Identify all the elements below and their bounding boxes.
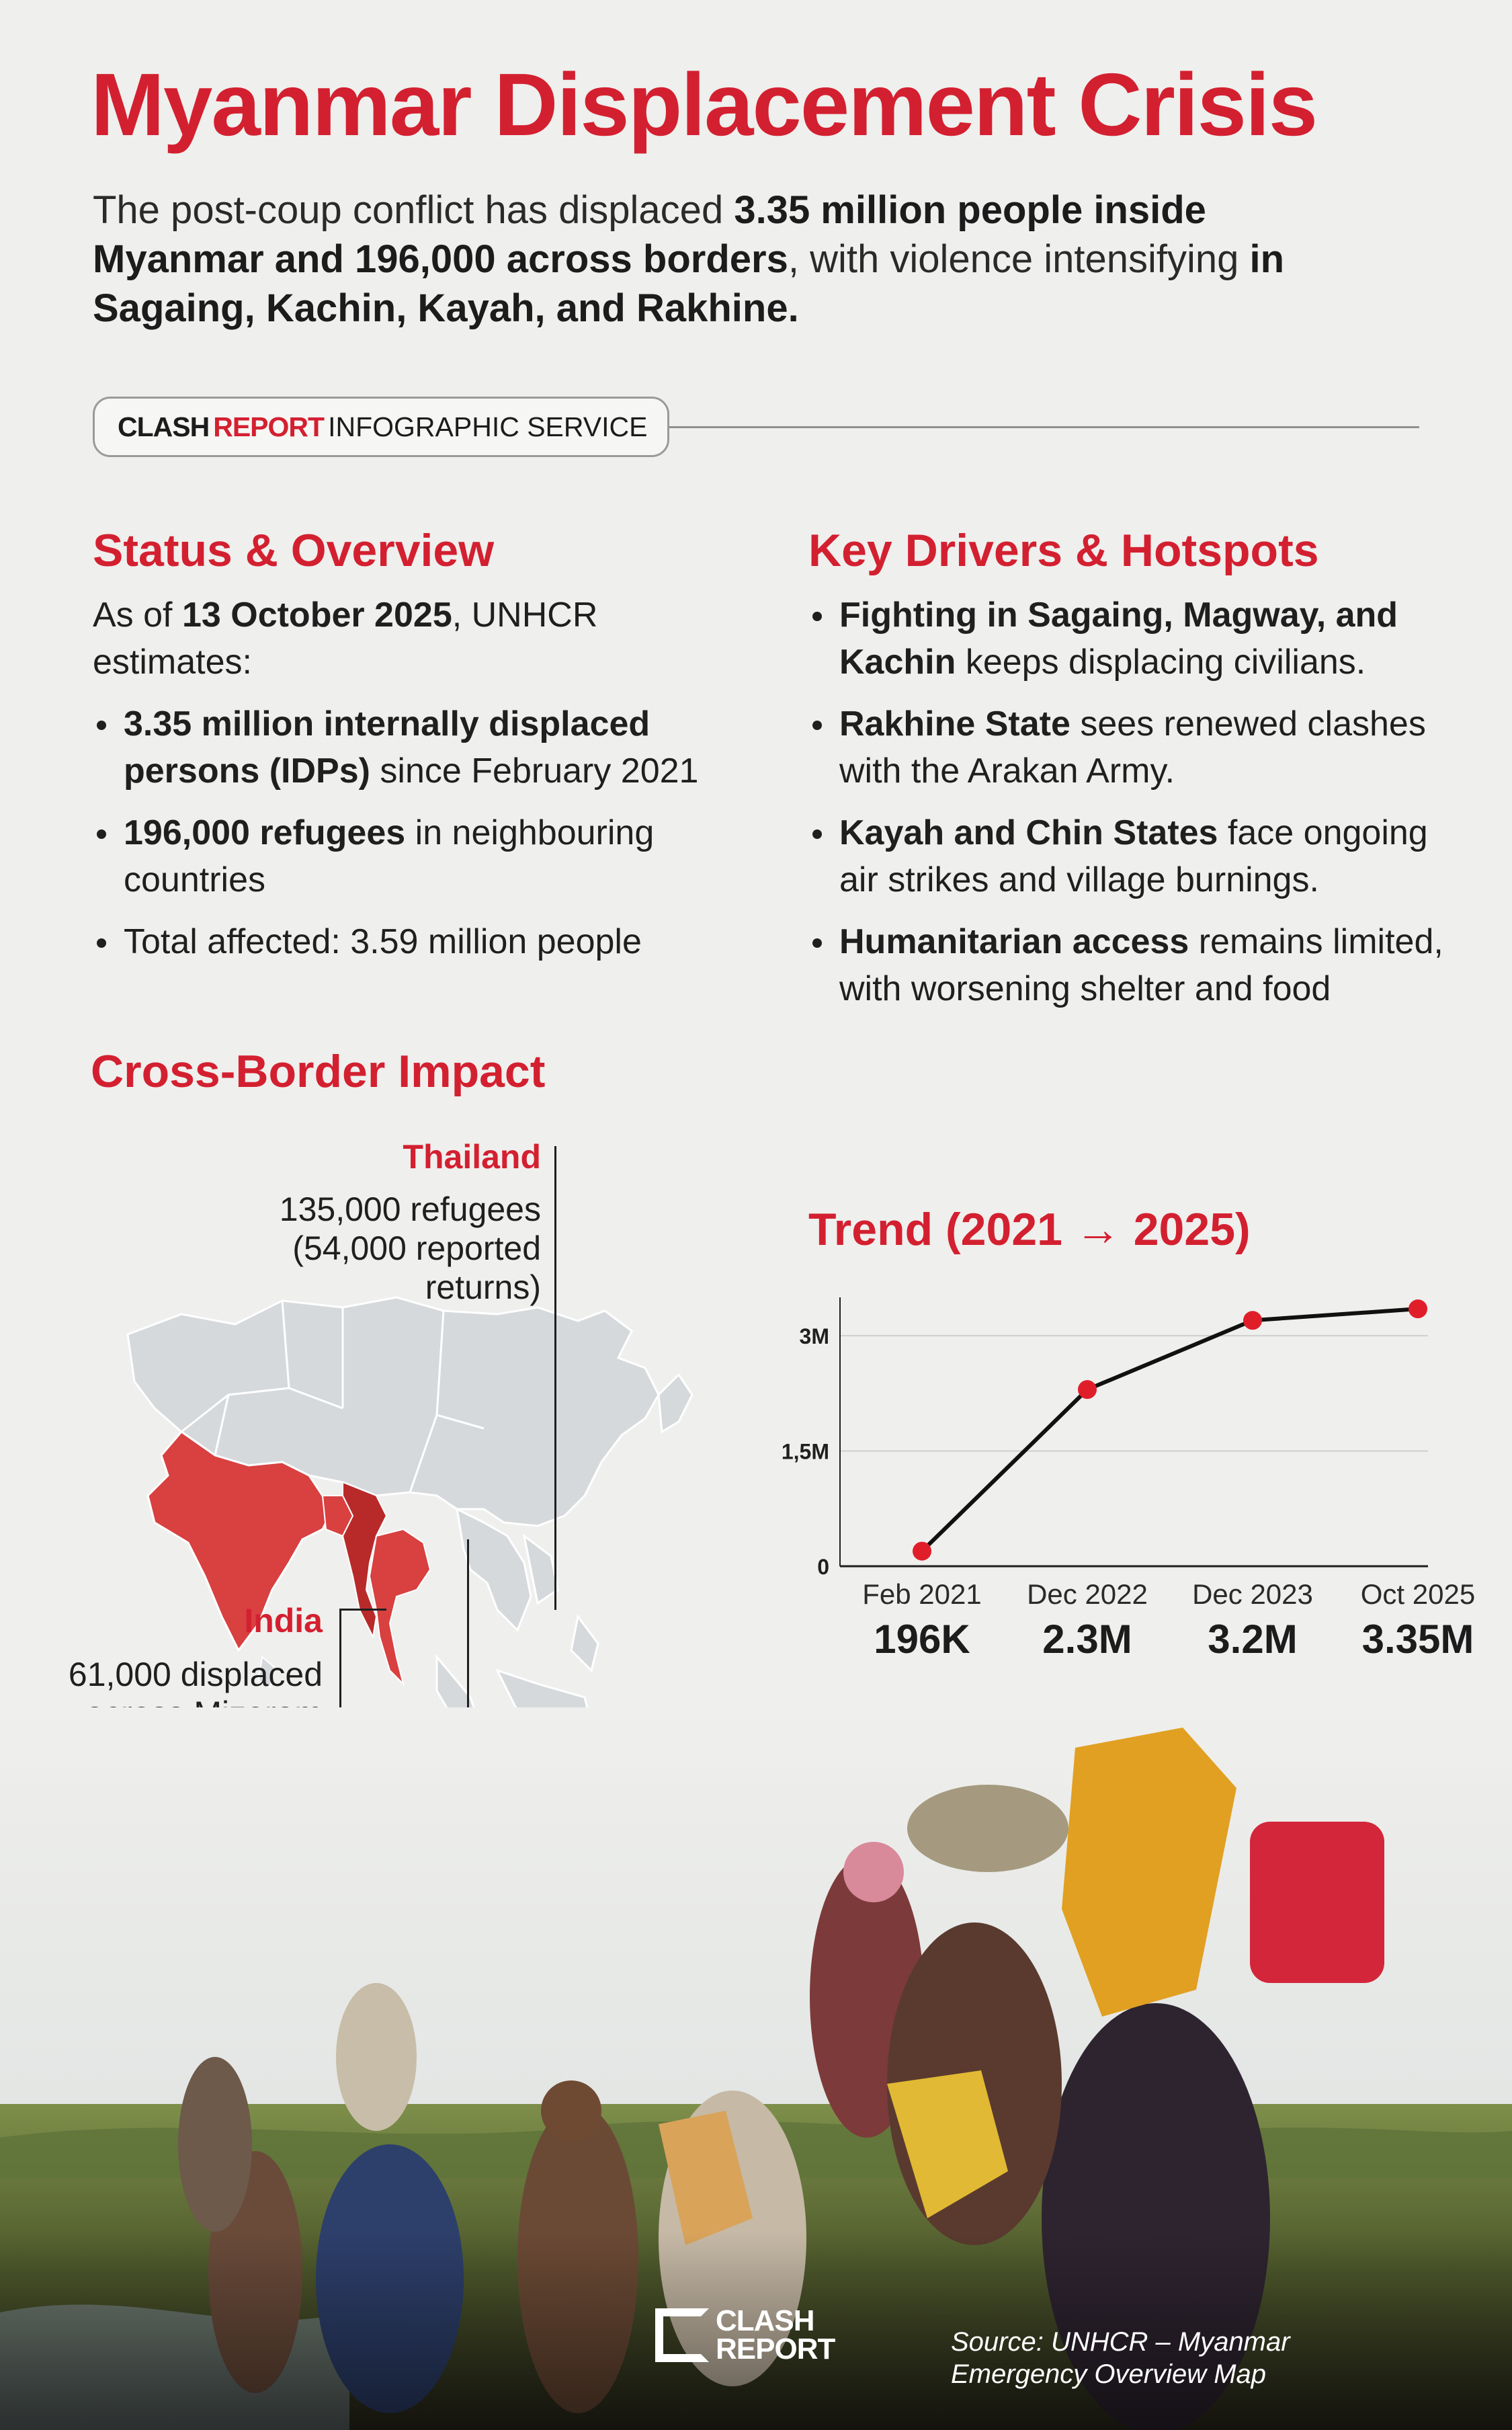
- status-lead-date: 13 October 2025: [181, 596, 452, 635]
- list-item: [93, 918, 765, 965]
- chart-point: [913, 1542, 931, 1561]
- intro-paragraph: [93, 186, 1370, 333]
- logo-words: [716, 2304, 835, 2365]
- chart-x-tick-label: Dec 2023: [1192, 1578, 1313, 1610]
- thailand-line-3: returns): [425, 1268, 541, 1306]
- source-line-1: Source: UNHCR – Myanmar: [951, 2327, 1290, 2357]
- chart-data-label: 3.2M: [1208, 1617, 1298, 1662]
- driver-item-text: face ongoing air strikes and village burnings.: [839, 813, 1428, 899]
- brand-service: INFOGRAPHIC SERVICE: [328, 411, 648, 442]
- chart-y-tick-label: 3M: [799, 1324, 829, 1349]
- map-thailand: [370, 1529, 430, 1684]
- brand-divider: [669, 426, 1419, 428]
- list-item: [808, 809, 1454, 903]
- map-land-southeast-asia: [437, 1509, 598, 1738]
- driver-item-text: remains limited, with worsening shelter and food: [839, 922, 1443, 1008]
- status-item-text: since February 2021: [370, 752, 699, 791]
- status-lead-post: , UNHCR estimates:: [93, 596, 598, 682]
- drivers-title: Key Drivers & Hotspots: [808, 525, 1319, 576]
- driver-item-text: keeps displacing civilians.: [956, 643, 1366, 682]
- list-item: [808, 918, 1454, 1012]
- intro-bold-2: in Sagaing, Kachin, Kayah, and Rakhine.: [93, 237, 1285, 330]
- chart-y-tick-label: 0: [817, 1555, 829, 1579]
- chart-x-tick-label: Dec 2022: [1027, 1578, 1148, 1610]
- thailand-leader-line: [554, 1146, 556, 1610]
- chart-point: [1409, 1299, 1427, 1318]
- chart-grid: [840, 1336, 1428, 1451]
- driver-item-text: sees renewed clashes with the Arakan Army.: [839, 704, 1426, 791]
- intro-bold-1: 3.35 million people inside Myanmar and 196,000 across borders: [93, 188, 1206, 281]
- status-lead-pre: As of: [93, 596, 182, 635]
- logo-mark-icon: [655, 2308, 709, 2362]
- list-item: [808, 592, 1454, 686]
- list-item: [93, 809, 765, 903]
- page-title: Myanmar Displacement Crisis: [91, 55, 1317, 154]
- chart-x-tick-label: Feb 2021: [862, 1578, 982, 1610]
- list-item: [93, 700, 765, 795]
- crossborder-title: Cross-Border Impact: [91, 1046, 546, 1097]
- trend-title: Trend (2021 → 2025): [808, 1204, 1251, 1255]
- status-item-text: Total affected: 3.59 million people: [124, 922, 642, 961]
- thailand-line-1: 135,000 refugees: [279, 1190, 541, 1228]
- chart-point: [1243, 1311, 1262, 1330]
- chart-point: [1078, 1380, 1097, 1399]
- chart-data-label: 196K: [874, 1617, 970, 1662]
- logo-line-2: REPORT: [716, 2333, 835, 2365]
- status-lead: [93, 592, 751, 686]
- thailand-line-2: (54,000 reported: [292, 1229, 541, 1267]
- chart-points: [913, 1299, 1427, 1560]
- brand-badge: [93, 397, 669, 457]
- chart-series-line: [922, 1309, 1418, 1551]
- drivers-list: [808, 592, 1454, 1027]
- status-item-bold: 3.35 million internally displaced persons (IDPs): [124, 704, 650, 791]
- thailand-label: Thailand: [403, 1138, 541, 1176]
- driver-item-bold: Rakhine State: [839, 704, 1070, 743]
- intro-text-1: The post-coup conflict has displaced: [93, 188, 734, 232]
- status-list: [93, 700, 765, 980]
- status-title: Status & Overview: [93, 525, 495, 576]
- chart-x-tick-label: Oct 2025: [1360, 1578, 1476, 1610]
- chart-y-ticks: [782, 1324, 829, 1579]
- driver-item-bold: Fighting in Sagaing, Magway, and Kachin: [839, 596, 1398, 682]
- india-line-1: 61,000 displaced: [68, 1656, 323, 1693]
- intro-text-2: , with violence intensifying: [788, 237, 1250, 281]
- driver-item-bold: Humanitarian access: [839, 922, 1189, 961]
- clash-report-logo: [655, 2304, 835, 2365]
- logo-line-1: CLASH: [716, 2304, 814, 2337]
- chart-y-tick-label: 1,5M: [781, 1439, 829, 1464]
- driver-item-bold: Kayah and Chin States: [839, 813, 1218, 852]
- india-label: India: [244, 1602, 323, 1639]
- brand-clash: CLASH: [118, 411, 210, 442]
- india-leader-tick: [339, 1609, 386, 1611]
- chart-data-label: 2.3M: [1042, 1617, 1132, 1662]
- brand-report: REPORT: [213, 411, 325, 442]
- chart-data-label: 3.35M: [1361, 1617, 1474, 1662]
- source-line-2: Emergency Overview Map: [951, 2359, 1267, 2389]
- source-credit: [951, 2326, 1381, 2390]
- list-item: [808, 700, 1454, 795]
- thailand-text: [239, 1190, 541, 1307]
- map-land-japan: [659, 1375, 692, 1432]
- status-item-bold: 196,000 refugees: [124, 813, 406, 852]
- status-item-text: in neighbouring countries: [124, 813, 655, 899]
